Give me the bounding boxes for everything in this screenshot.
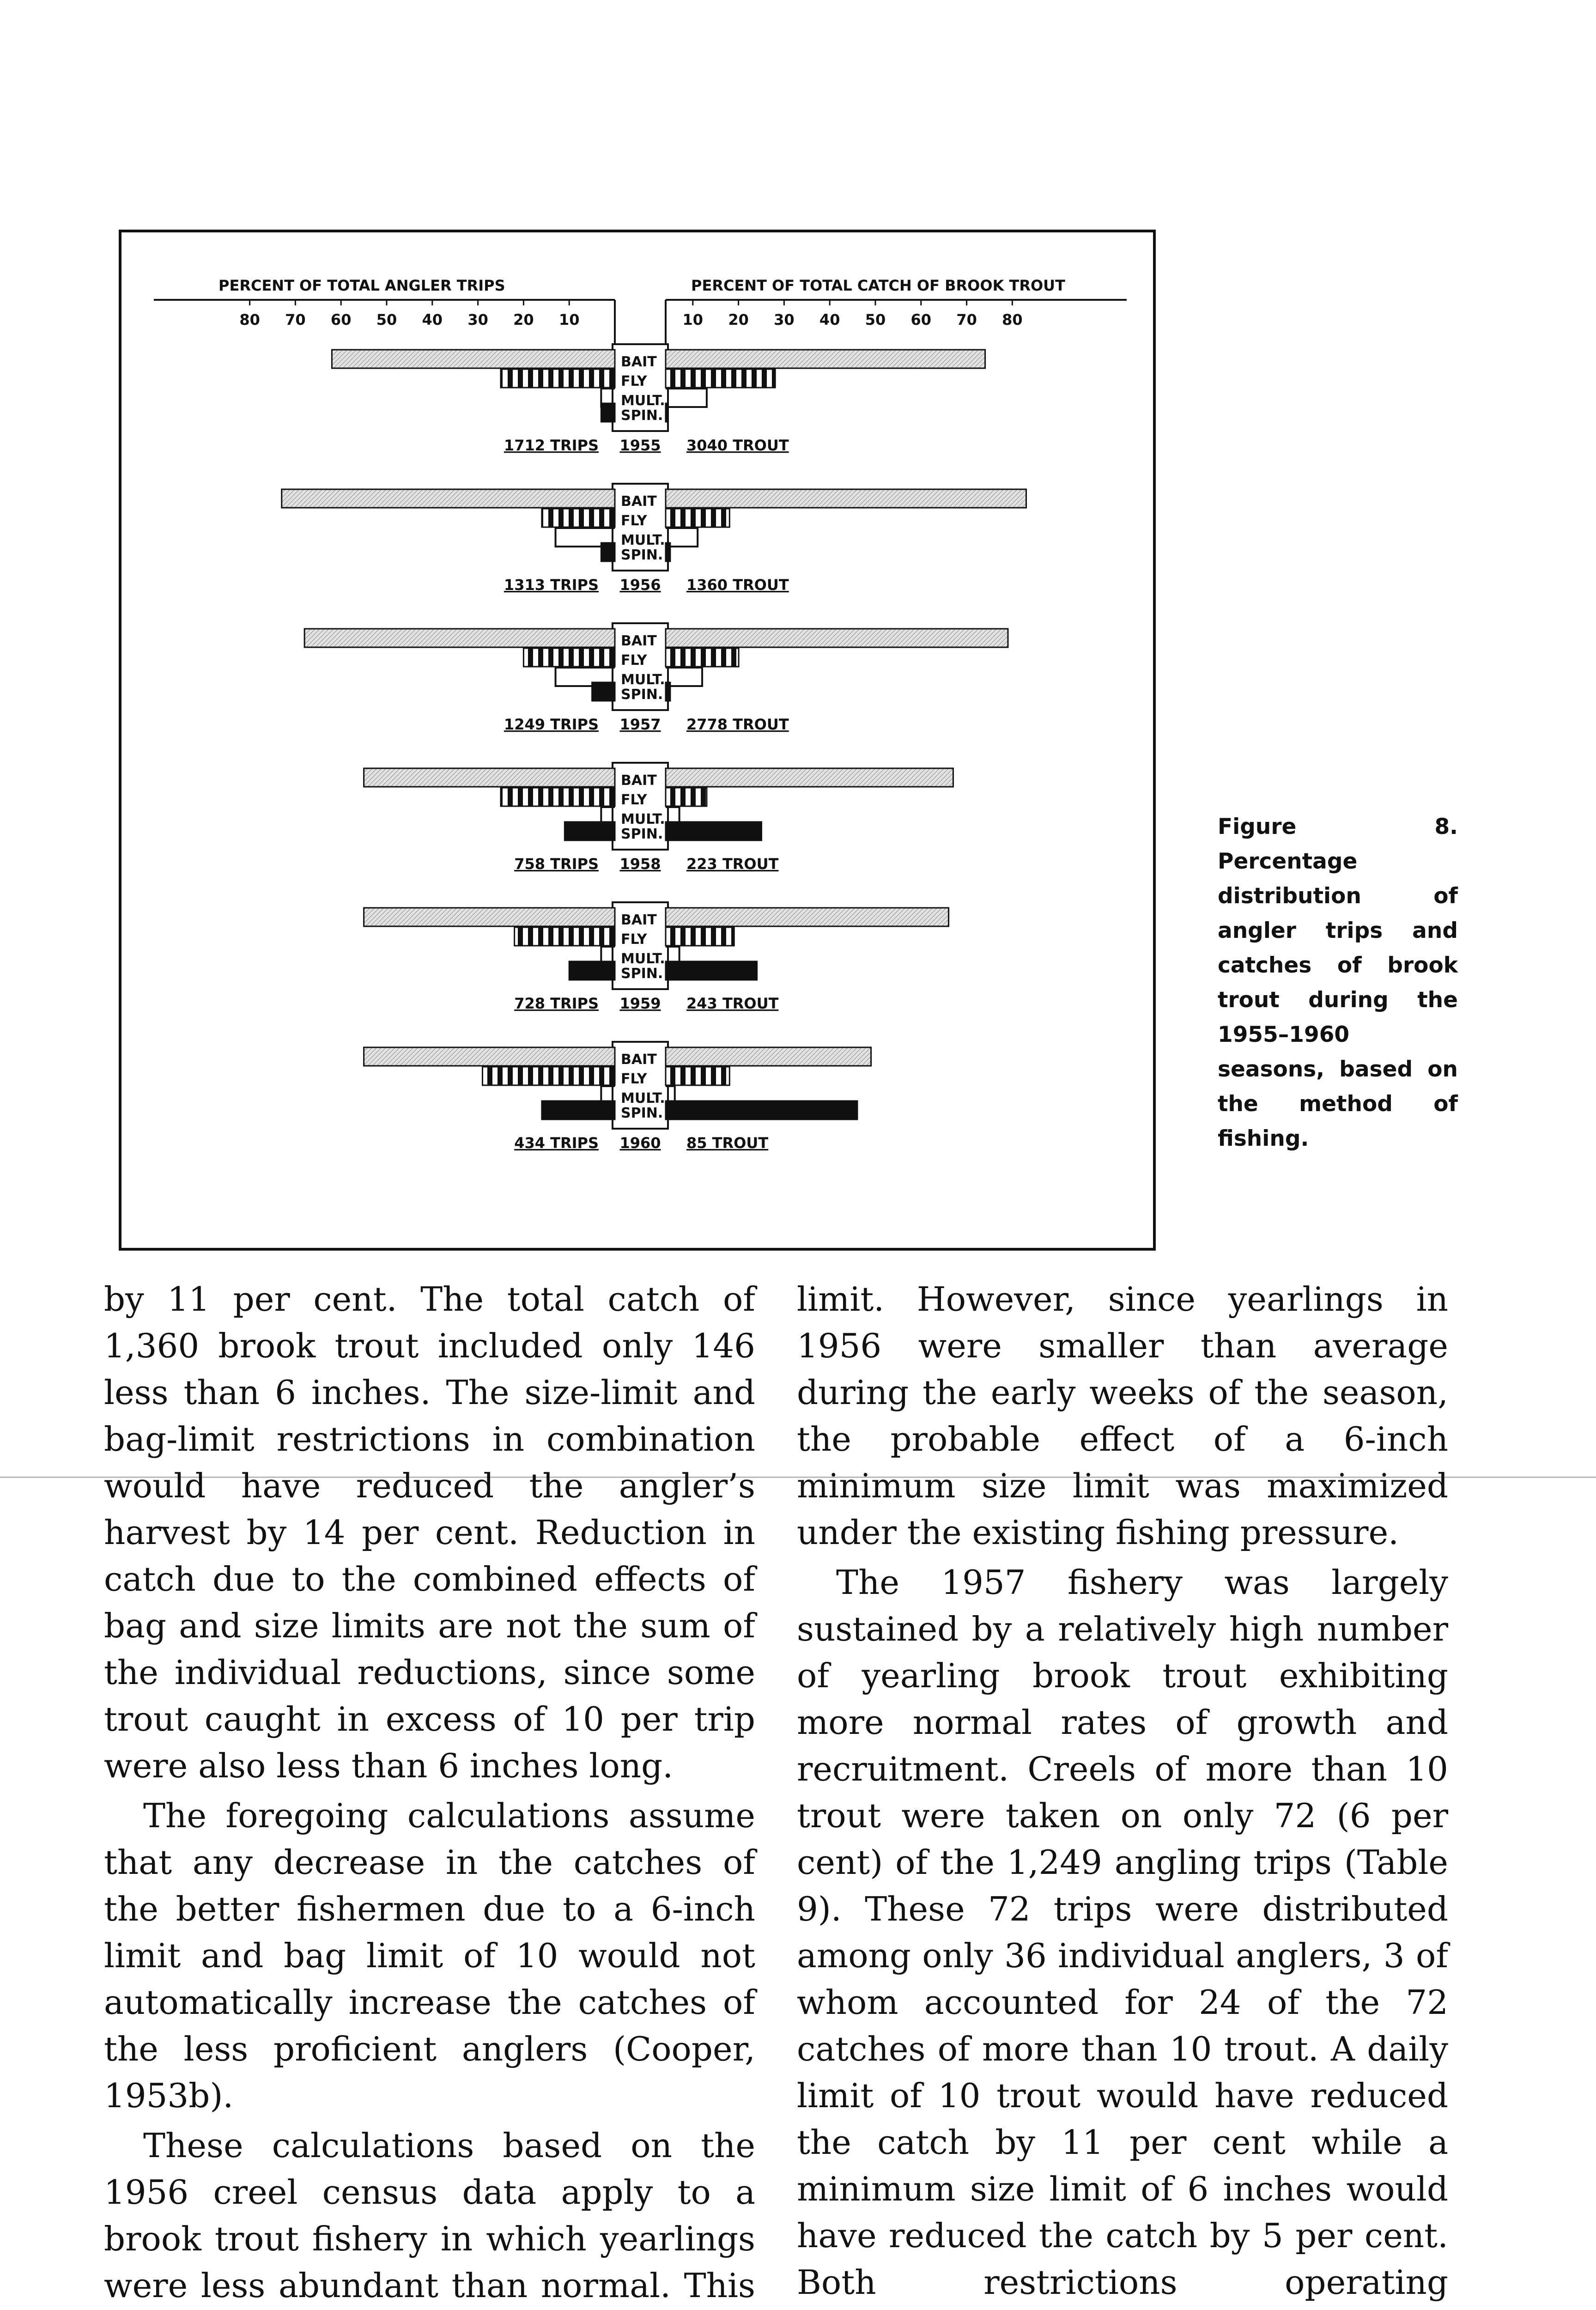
method-label-mult: MULT. [621, 393, 665, 409]
paragraph: by 11 per cent. The total catch of 1,360 brook trout included only 146 less than 6 inches. The size-limit and bag-limit restrictions in combination would have reduced the angler’s harvest by 14 per cent. Reduction in catch due to the combined effects of bag and size limits are not the sum of the individual reductions, since some trout caught in excess of 10 per trip were also less than 6 inches long. [104, 1280, 755, 1785]
left-tick-label: 60 [330, 311, 352, 328]
right-tick-label: 50 [865, 311, 886, 328]
butterfly-bar-chart [121, 232, 1153, 1248]
left-tick-label: 70 [285, 311, 306, 328]
trips-total-label: 728 TRIPS [514, 995, 599, 1012]
method-label-bait: BAIT [621, 354, 657, 370]
right-axis-title: PERCENT OF TOTAL CATCH OF BROOK TROUT [691, 277, 1065, 294]
catch-bar-fly [666, 648, 739, 667]
left-tick-label: 20 [513, 311, 534, 328]
trips-bar-spin [569, 961, 615, 980]
catch-bar-fly [666, 509, 729, 527]
method-label-fly: FLY [621, 373, 647, 389]
catch-bar-spin [666, 822, 761, 840]
right-tick-label: 60 [910, 311, 932, 328]
trips-total-label: 1712 TRIPS [504, 437, 599, 454]
method-label-spin: SPIN. [621, 547, 663, 563]
catch-bar-spin [666, 1101, 857, 1119]
trips-bar-fly [542, 509, 615, 527]
method-label-spin: SPIN. [621, 687, 663, 703]
trips-bar-spin [592, 682, 615, 701]
trips-total-label: 1249 TRIPS [504, 716, 599, 733]
trips-bar-spin [564, 822, 615, 840]
trips-bar-spin [542, 1101, 615, 1119]
catch-bar-fly [666, 788, 707, 806]
catch-bar-bait [666, 1047, 871, 1066]
year-label: 1959 [619, 995, 661, 1012]
method-label-mult: MULT. [621, 532, 665, 548]
catch-total-label: 223 TROUT [686, 855, 779, 873]
left-tick-label: 30 [467, 311, 488, 328]
year-label: 1960 [619, 1134, 661, 1152]
catch-bar-spin [666, 961, 757, 980]
catch-bar-bait [666, 489, 1026, 508]
method-label-fly: FLY [621, 652, 647, 669]
left-tick-label: 50 [376, 311, 397, 328]
trips-bar-bait [304, 629, 615, 647]
method-label-bait: BAIT [621, 912, 657, 928]
catch-total-label: 243 TROUT [686, 995, 779, 1012]
trips-total-label: 758 TRIPS [514, 855, 599, 873]
catch-bar-bait [666, 908, 949, 926]
paragraph: limit. However, since yearlings in 1956 were smaller than average during the early weeks of the season, the probable effect of a 6-inch minimum size limit was maximized under the existing fishing pressure. [797, 1280, 1448, 1552]
trips-bar-fly [515, 927, 615, 946]
trips-bar-bait [364, 768, 615, 787]
catch-bar-spin [666, 403, 668, 422]
method-label-spin: SPIN. [621, 966, 663, 982]
paragraph: The 1957 fishery was largely sustained by a relatively high number of yearling brook trout exhibiting more normal rates of growth and recruitment. Creels of more than 10 trout were taken on only 72 (6 per cent) of the 1,249 angling trips (Table 9). These 72 trips were distributed among only 36 individual anglers, 3 of whom accounted for 24 of the 72 catches of more than 10 trout. A daily limit of 10 trout would have reduced the catch by 11 per cent while a minimum size limit of 6 inches would have reduced the catch by 5 per cent. Both restrictions operating [797, 1563, 1448, 2302]
method-label-bait: BAIT [621, 493, 657, 510]
right-text-column [797, 1276, 1448, 2310]
left-text-column [104, 1276, 755, 2310]
trips-total-label: 1313 TRIPS [504, 576, 599, 594]
catch-bar-fly [666, 369, 775, 388]
figure-caption: Figure 8. Percentage distribution of angler trips and catches of brook trout during the 1955–1960 seasons, based on the method of fishing. [1218, 814, 1458, 1151]
catch-total-label: 1360 TROUT [686, 576, 789, 594]
catch-bar-mult [666, 668, 702, 686]
trips-bar-fly [501, 369, 615, 388]
method-label-fly: FLY [621, 513, 647, 529]
method-label-fly: FLY [621, 792, 647, 808]
left-tick-label: 10 [558, 311, 580, 328]
trips-bar-fly [482, 1067, 615, 1085]
catch-total-label: 85 TROUT [686, 1134, 769, 1152]
trips-bar-spin [601, 543, 615, 561]
right-tick-label: 80 [1002, 311, 1023, 328]
method-label-spin: SPIN. [621, 407, 663, 424]
year-label: 1955 [619, 437, 661, 454]
right-tick-label: 10 [682, 311, 704, 328]
trips-bar-fly [501, 788, 615, 806]
trips-bar-bait [282, 489, 615, 508]
paragraph: These calculations based on the 1956 creel census data apply to a brook trout fishery in which yearlings were less abundant than normal. This [104, 2126, 755, 2305]
right-tick-label: 30 [774, 311, 795, 328]
year-label: 1956 [619, 576, 661, 594]
method-label-mult: MULT. [621, 811, 665, 827]
left-axis-title: PERCENT OF TOTAL ANGLER TRIPS [218, 277, 505, 294]
method-label-bait: BAIT [621, 633, 657, 649]
catch-bar-spin [666, 543, 670, 561]
method-label-fly: FLY [621, 1071, 647, 1087]
catch-bar-mult [666, 389, 707, 407]
year-label: 1958 [619, 855, 661, 873]
catch-total-label: 3040 TROUT [686, 437, 789, 454]
method-label-bait: BAIT [621, 772, 657, 789]
year-label: 1957 [619, 716, 661, 733]
catch-bar-bait [666, 629, 1008, 647]
trips-bar-bait [364, 908, 615, 926]
method-label-fly: FLY [621, 931, 647, 948]
paragraph: The foregoing calculations assume that any decrease in the catches of the better fishermen due to a 6-inch limit and bag limit of 10 would not automatically increase the catches of the less proficient anglers (Cooper, 1953b). [104, 1796, 755, 2115]
trips-total-label: 434 TRIPS [514, 1134, 599, 1152]
catch-bar-bait [666, 768, 953, 787]
catch-bar-fly [666, 927, 734, 946]
right-tick-label: 40 [819, 311, 840, 328]
catch-total-label: 2778 TROUT [686, 716, 789, 733]
method-label-mult: MULT. [621, 1090, 665, 1106]
catch-bar-spin [666, 682, 670, 701]
trips-bar-fly [523, 648, 615, 667]
method-label-bait: BAIT [621, 1052, 657, 1068]
method-label-spin: SPIN. [621, 826, 663, 842]
left-tick-label: 80 [239, 311, 260, 328]
trips-bar-bait [332, 350, 615, 368]
left-tick-label: 40 [422, 311, 443, 328]
method-label-spin: SPIN. [621, 1105, 663, 1121]
right-tick-label: 70 [956, 311, 977, 328]
method-label-mult: MULT. [621, 672, 665, 688]
catch-bar-fly [666, 1067, 729, 1085]
figure-8 [119, 230, 1156, 1251]
right-tick-label: 20 [728, 311, 749, 328]
trips-bar-bait [364, 1047, 615, 1066]
method-label-mult: MULT. [621, 951, 665, 967]
catch-bar-bait [666, 350, 985, 368]
trips-bar-spin [601, 403, 615, 422]
